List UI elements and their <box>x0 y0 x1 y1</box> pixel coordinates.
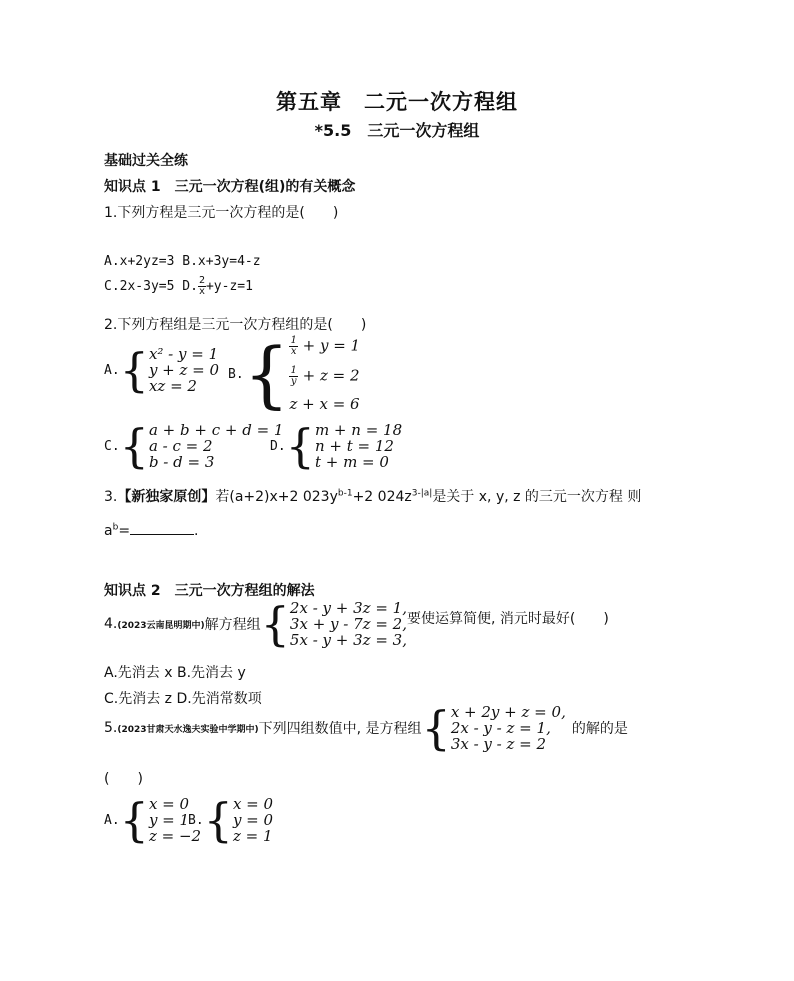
question-1-options-row1 <box>104 254 261 269</box>
q4-source: (2023云南昆明期中) <box>117 620 205 631</box>
section-subtitle: *5.5 三元一次方程组 <box>314 121 480 140</box>
question-5-stem: 5. (2023甘肃天水逸夫实验中学期中) 下列四组数值中, 是方程组 { x + 2y + z = 0, 2x - y - z = 1, 3x - y - z = 2 的解的是 <box>104 701 628 755</box>
q5-option-b: B. { x = 0 y = 0 z = 1 <box>188 793 274 847</box>
q4-options-row2: C.先消去 z D.先消常数项 <box>104 691 262 707</box>
q1-option-d: D. $\frac{2}{x}$ +y-z=1 <box>182 275 253 297</box>
question-1-stem: 1.下列方程是三元一次方程的是( ) <box>104 205 339 221</box>
q2-b-system: { $\frac{1}{x}$ + y = 1 $\frac{1}{y}$ + z = 2 z + x = 6 <box>243 332 361 416</box>
q5-source: (2023甘肃天水逸夫实验中学期中) <box>117 724 259 735</box>
q5-a-system: { x = 0 y = 1 z = −2 <box>119 793 202 847</box>
question-4-stem: 4. (2023云南昆明期中) 解方程组 { 2x - y + 3z = 1, 3x + y - 7z = 2, 5x - y + 3z = 3, 要使运算简便, 消元时最好( ) <box>104 597 609 651</box>
q4-options-row1: A.先消去 x B.先消去 y <box>104 665 246 681</box>
q1-d-fraction: $\frac{2}{x}$ <box>198 275 205 297</box>
page-title: 第五章 二元一次方程组 <box>276 90 518 114</box>
q4-system: { 2x - y + 3z = 1, 3x + y - 7z = 2, 5x - y + 3z = 3, <box>260 597 407 651</box>
question-3-stem: 3.【新独家原创】若(a+2)x+2 $023y^{b-1}+2$ $024z^{3-|a|}$是关于 x, y, z 的三元一次方程 则 <box>104 488 642 505</box>
q2-d-system: { m + n = 18 n + t = 12 t + m = 0 <box>285 419 403 473</box>
q2-option-c: C. { a + b + c + d = 1 a - c = 2 b - d = 3 <box>104 419 284 473</box>
answer-blank[interactable] <box>130 522 194 535</box>
q2-option-d: D. { m + n = 18 n + t = 12 t + m = 0 <box>270 419 403 473</box>
question-2-stem: 2.下列方程组是三元一次方程组的是( ) <box>104 317 367 333</box>
question-3-answer-line: $a^b=$ . <box>104 522 199 539</box>
q1-option-a: A.x+2yz=3 <box>104 254 175 269</box>
q5-option-a: A. { x = 0 y = 1 z = −2 <box>104 793 202 847</box>
q1-option-c: C.2x-3y=5 <box>104 279 175 294</box>
section-heading: 基础过关全练 <box>104 153 188 169</box>
q3-original-tag: 【新独家原创】 <box>117 489 216 505</box>
q5-answer-paren: ( ) <box>104 771 143 787</box>
knowledge-point-1: 知识点 1 三元一次方程(组)的有关概念 <box>104 179 356 195</box>
q2-c-system: { a + b + c + d = 1 a - c = 2 b - d = 3 <box>119 419 284 473</box>
q5-b-system: { x = 0 y = 0 z = 1 <box>203 793 274 847</box>
q2-a-system: { x² - y = 1 y + z = 0 xz = 2 <box>119 343 220 397</box>
q5-system: { x + 2y + z = 0, 2x - y - z = 1, 3x - y - z = 2 <box>421 701 566 755</box>
q1-option-b: B.x+3y=4-z <box>182 254 261 269</box>
question-1-options-row2 <box>104 276 253 297</box>
knowledge-point-2: 知识点 2 三元一次方程组的解法 <box>104 583 315 599</box>
q2-option-b: B. { $\frac{1}{x}$ + y = 1 $\frac{1}{y}$ + z = 2 z + x = 6 <box>228 332 361 416</box>
q2-option-a: A. { x² - y = 1 y + z = 0 xz = 2 <box>104 343 220 397</box>
